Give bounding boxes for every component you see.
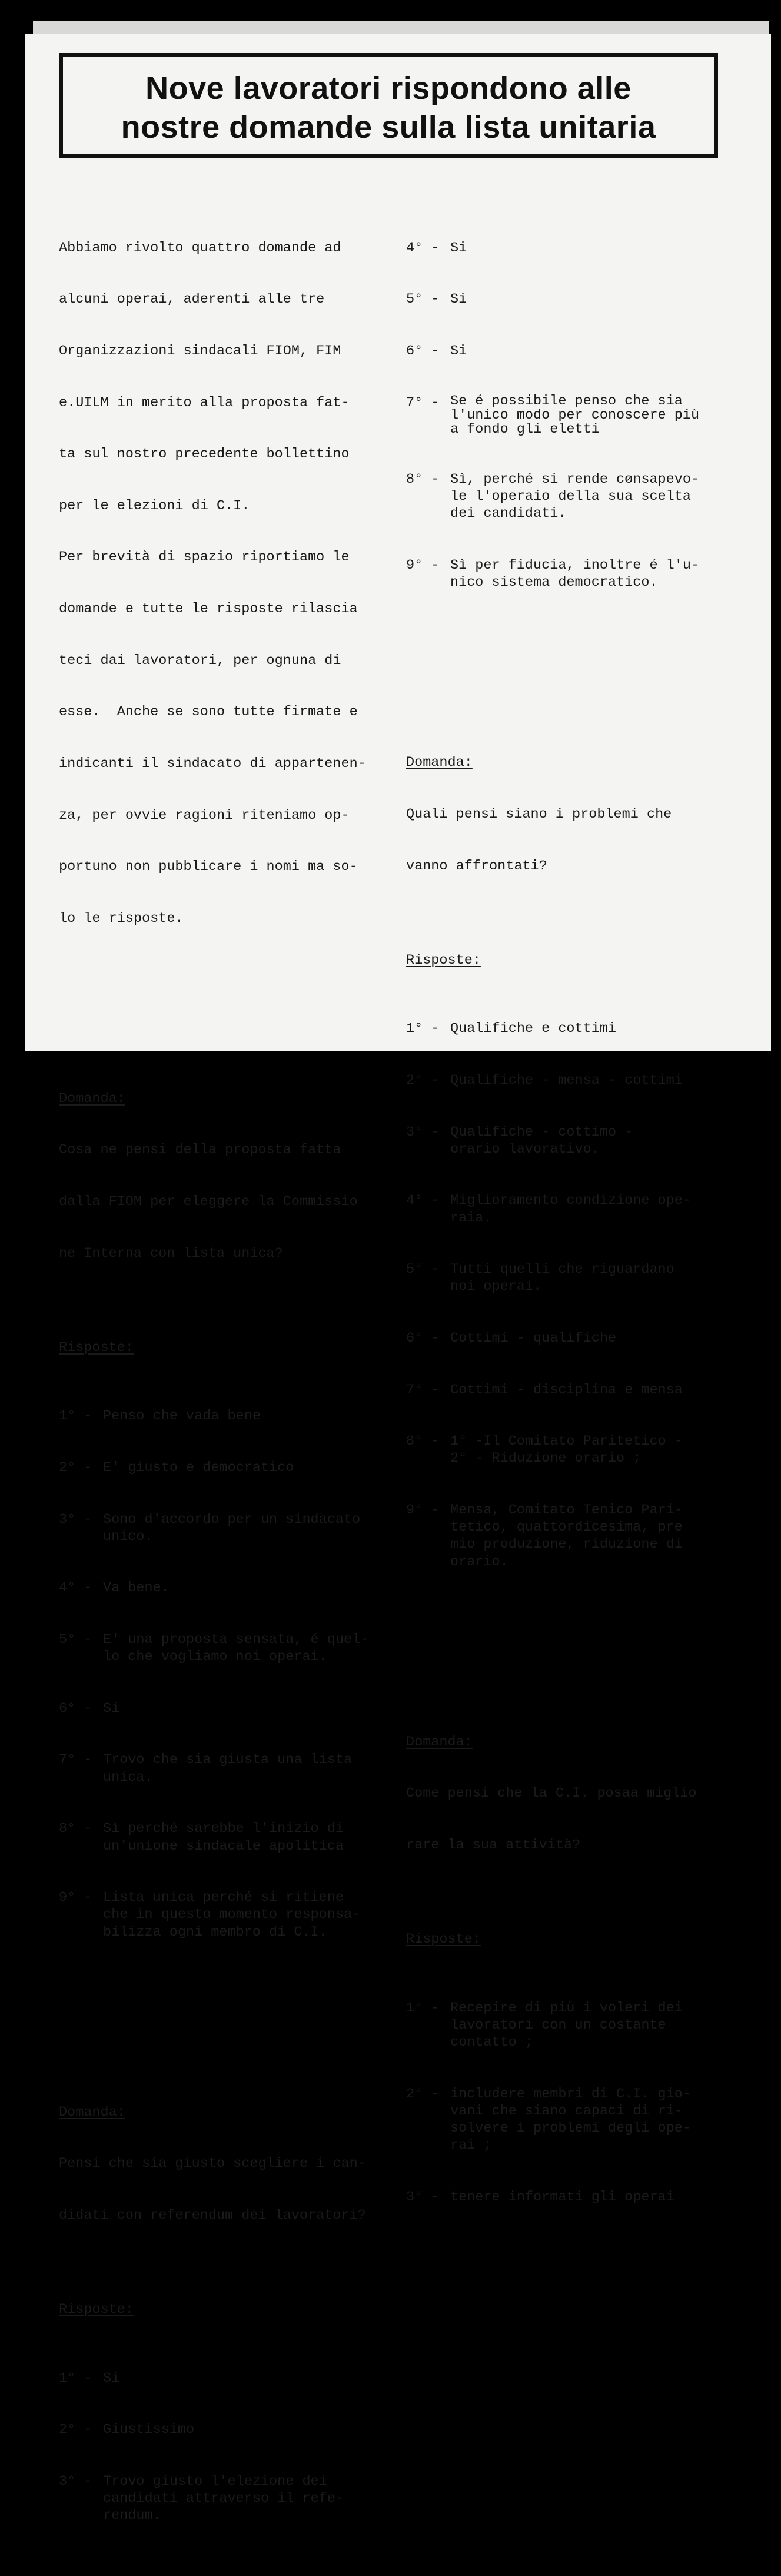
answer-text: Se é possibile penso che sia l'unico modo per conoscere più a fondo gli eletti xyxy=(450,393,700,437)
answer-number: 5° - xyxy=(406,1262,440,1278)
intro-line: indicanti il sindacato di appartenen- xyxy=(59,755,366,772)
answer-number: 6° - xyxy=(59,1700,92,1717)
answer-item xyxy=(59,2421,412,2438)
answer-number: 2° - xyxy=(59,2422,92,2438)
answer-number: 4° - xyxy=(59,1580,92,1596)
intro-line: ta sul nostro precedente bollettino xyxy=(59,446,350,463)
answer-number: 2° - xyxy=(59,1460,92,1476)
answer-text: Qualifiche - cottimo - orario lavorativo. xyxy=(450,1124,633,1157)
answer-text: Miglioramento condizione ope- raia. xyxy=(450,1193,691,1226)
answer-text: Sì perché sarebbe l'inizio di un'unione sindacale apolitica xyxy=(103,1821,344,1854)
headline-line-2: nostre domande sulla lista unitaria xyxy=(121,109,656,145)
answer-number: 3° - xyxy=(406,1124,440,1140)
answer-item xyxy=(406,557,759,591)
answer-number: 8° - xyxy=(59,1821,92,1837)
answer-item xyxy=(59,1700,412,1717)
question-3 xyxy=(406,720,759,1605)
answer-number: 4° - xyxy=(406,240,440,256)
answer-item xyxy=(406,2086,759,2155)
question-text: Quali pensi siano i problemi che xyxy=(406,806,672,822)
answer-text: Qualifiche - mensa - cottimi xyxy=(450,1072,683,1088)
answer-text: Si xyxy=(450,291,467,308)
intro-line: per le elezioni di C.I. xyxy=(59,497,250,514)
answer-number: 3° - xyxy=(406,2189,440,2205)
answer-text: Si xyxy=(103,2370,120,2386)
answer-text: Trovo giusto l'elezione dei candidati attraverso il refe- rendum. xyxy=(103,2473,344,2524)
answer-text: Giustissimo xyxy=(103,2422,195,2438)
answer-item xyxy=(406,2000,759,2051)
question-4 xyxy=(406,1699,759,2240)
answer-text: Sì per fiducia, inoltre é l'u- nico sistema democratico. xyxy=(450,557,700,591)
question-text: Come pensi che la C.I. posaa miglio xyxy=(406,1785,697,1802)
answer-number: 9° - xyxy=(406,557,440,574)
answer-number: 9° - xyxy=(406,1502,440,1519)
answer-number: 1° - xyxy=(406,1021,440,1037)
answer-text: Mensa, Comitato Tenico Pari- tetico, quattordicesima, pre mio produzione, riduzione di orario. xyxy=(450,1502,683,1570)
answer-item xyxy=(406,1124,759,1158)
page-edge xyxy=(33,21,769,34)
intro-line: Per brevità di spazio riportiamo le xyxy=(59,549,350,566)
question-text: dalla FIOM per eleggere la Commissio xyxy=(59,1193,358,1210)
answer-item xyxy=(59,2473,412,2525)
answer-text: Si xyxy=(450,343,467,360)
answer-number: 1° - xyxy=(406,2000,440,2016)
question-label: Domanda: xyxy=(59,2104,125,2120)
intro-line: esse. Anche se sono tutte firmate e xyxy=(59,704,358,721)
question-text: didati con referendum dei lavoratori? xyxy=(59,2207,366,2223)
answer-text: Sì, perché si rende cønsapevo- le l'operaio della sua scelta dei candidati. xyxy=(450,472,700,522)
answer-number: 7° - xyxy=(406,394,440,411)
answer-number: 1° - xyxy=(59,2370,92,2386)
question-1 xyxy=(59,1055,412,1975)
answer-number: 8° - xyxy=(406,472,440,488)
answer-text: Sono d'accordo per un sindacato unico. xyxy=(103,1511,361,1545)
answer-text: Qualifiche e cottimi xyxy=(450,1021,617,1037)
answer-item xyxy=(59,2370,412,2387)
answer-text: Va bene. xyxy=(103,1580,170,1596)
answer-item xyxy=(59,1459,412,1476)
answer-text: Lista unica perché si ritiene che in questo momento responsa- bilizza ogni membro di C.I. xyxy=(103,1890,361,1940)
question-text: Pensi che sia giusto scegliere i can- xyxy=(59,2156,366,2172)
answer-item xyxy=(406,1330,759,1347)
answer-item xyxy=(406,291,759,308)
answer-number: 7° - xyxy=(59,1752,92,1768)
answer-text: includere membri di C.I. gio- vani che siano capaci di ri- solvere i problemi degli ope- rai ; xyxy=(450,2086,691,2154)
answer-item xyxy=(406,2189,759,2206)
intro-line: alcuni operai, aderenti alle tre xyxy=(59,291,325,308)
intro-line: domande e tutte le risposte rilascia xyxy=(59,601,358,618)
question-text: Cosa ne pensi della proposta fatta xyxy=(59,1142,341,1158)
answer-item xyxy=(59,1751,412,1785)
answer-item xyxy=(59,1511,412,1545)
question-label: Domanda: xyxy=(59,1090,125,1107)
answer-number: 5° - xyxy=(59,1632,92,1648)
answer-item xyxy=(59,1631,412,1665)
intro-line: e.UILM in merito alla proposta fat- xyxy=(59,394,350,411)
answer-item xyxy=(59,1579,412,1596)
answer-item xyxy=(406,1072,759,1089)
answer-text: Cottimi - disciplina e mensa xyxy=(450,1382,683,1398)
answer-item xyxy=(406,1192,759,1226)
answer-text: Trovo che sia giusta una lista unica. xyxy=(103,1752,353,1785)
answer-item xyxy=(406,1020,759,1037)
question-2-continued xyxy=(406,205,759,625)
answer-number: 3° - xyxy=(59,2473,92,2489)
answers-label: Risposte: xyxy=(59,2301,134,2318)
answer-text: Penso che vada bene xyxy=(103,1408,261,1425)
left-column xyxy=(59,171,412,2576)
question-text: rare la sua attività? xyxy=(406,1837,581,1853)
answer-number: 7° - xyxy=(406,1382,440,1398)
answer-item xyxy=(59,1820,412,1854)
question-2 xyxy=(59,2069,412,2559)
answer-number: 5° - xyxy=(406,291,440,308)
answer-text: Recepire di più i voleri dei lavoratori con un costante contatto ; xyxy=(450,2000,683,2051)
answer-number: 6° - xyxy=(406,343,440,360)
headline-line-1: Nove lavoratori rispondono alle xyxy=(145,71,632,106)
answer-text: E' una proposta sensata, é quel- lo che vogliamo noi operai. xyxy=(103,1632,369,1665)
intro-line: lo le risposte. xyxy=(59,910,184,927)
intro-paragraph xyxy=(59,205,412,961)
answer-number: 2° - xyxy=(406,2086,440,2102)
answers-label: Risposte: xyxy=(59,1339,134,1356)
question-text: ne Interna con lista unica? xyxy=(59,1245,283,1262)
answer-number: 2° - xyxy=(406,1072,440,1088)
question-label: Domanda: xyxy=(406,755,473,771)
intro-line: portuno non pubblicare i nomi ma so- xyxy=(59,859,358,875)
answer-item xyxy=(406,343,759,360)
answer-text: Tutti quelli che riguardano noi operai. xyxy=(450,1262,674,1295)
answer-item xyxy=(406,1433,759,1467)
answer-text: tenere informati gli operai xyxy=(450,2189,674,2205)
intro-line: Abbiamo rivolto quattro domande ad xyxy=(59,240,341,256)
answer-item xyxy=(59,1889,412,1941)
question-label: Domanda: xyxy=(406,1734,473,1750)
answer-item xyxy=(406,471,759,523)
intro-line: za, per ovvie ragioni riteniamo op- xyxy=(59,807,350,824)
intro-line: teci dai lavoratori, per ognuna di xyxy=(59,652,341,669)
intro-line: Organizzazioni sindacali FIOM, FIM xyxy=(59,343,341,360)
answer-text: Si xyxy=(450,240,467,256)
answers-label: Risposte: xyxy=(406,1931,481,1947)
answer-text: Cottimi - qualifiche xyxy=(450,1330,617,1346)
answers-label: Risposte: xyxy=(406,952,481,968)
answer-item xyxy=(59,1407,412,1425)
answer-item xyxy=(406,1502,759,1571)
answer-text: E' giusto e democratico xyxy=(103,1460,294,1476)
answer-text: Si xyxy=(103,1700,120,1717)
answer-number: 6° - xyxy=(406,1330,440,1346)
answer-text: 1° -Il Comitato Paritetico - 2° - Riduzione orario ; xyxy=(450,1433,683,1467)
answer-number: 4° - xyxy=(406,1193,440,1209)
answer-number: 9° - xyxy=(59,1890,92,1906)
answer-item xyxy=(406,394,759,437)
answer-number: 3° - xyxy=(59,1511,92,1528)
answer-item xyxy=(406,240,759,257)
answer-item xyxy=(406,1382,759,1399)
answer-item xyxy=(406,1261,759,1295)
question-text: vanno affrontati? xyxy=(406,858,547,874)
right-column xyxy=(406,171,759,2258)
answer-number: 8° - xyxy=(406,1433,440,1450)
answer-number: 1° - xyxy=(59,1408,92,1425)
headline-box xyxy=(59,53,718,158)
